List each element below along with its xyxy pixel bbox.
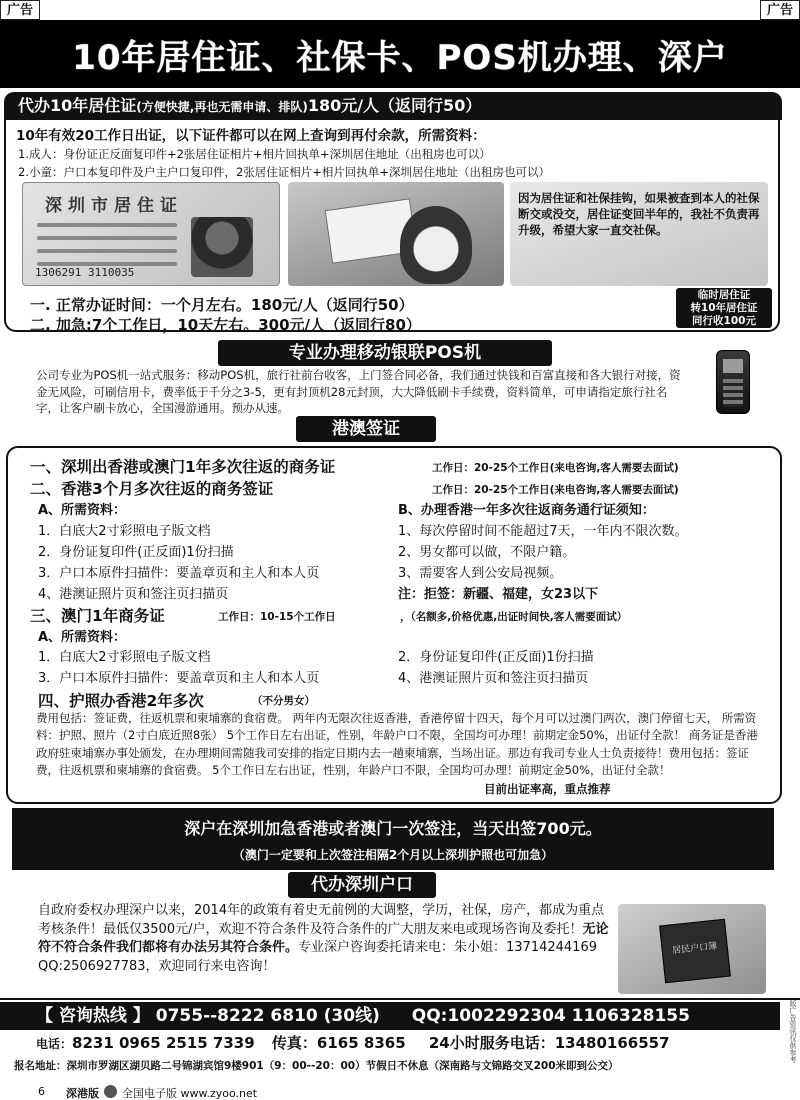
visa-a2-item-4: 4、港澳证照片页和签注页扫描页 <box>398 671 589 686</box>
ad-tag-right: 广告 <box>760 0 800 20</box>
residence-requirements-intro: 10年有效20工作日出证，以下证件都可以在网上查询到再付余款，所需资料： <box>16 128 486 144</box>
pos-banner: 专业办理移动银联POS机 <box>218 340 552 366</box>
residence-permit-title: 代办10年居住证(方便快捷,再也无需申请、排队)180元/人（返同行50） <box>4 92 782 120</box>
registration-address: 报名地址：深圳市罗湖区湖贝路二号锦湖宾馆9楼901（9：00--20：00）节假日不休息（深南路与文锦路交叉200米即到公交） <box>14 1060 619 1072</box>
urgent-endorsement-text: 深户在深圳加急香港或者澳门一次签注，当天出签700元。 <box>184 819 602 838</box>
social-security-note: 因为居住证和社保挂钩，如果被查到本人的社保断交或没交，居住证变回半年的，我社不负责再升级，希望大家一直交社保。 <box>518 191 760 237</box>
child-requirements: 2.小童：户口本复印件及户主户口复印件，2张居住证相片+相片回执单+深圳居住地址（出租房也可以） <box>18 165 551 179</box>
visa-s2-note: 工作日：20-25个工作日(来电咨询,客人需要去面试) <box>432 484 679 496</box>
visa-recommend: 目前出证率高，重点推荐 <box>484 782 611 796</box>
visa-a-item-1: 1．白底大2寸彩照电子版文档 <box>38 524 211 539</box>
hotline-number: 【 咨询热线 】 0755--8222 6810 (30线) <box>36 1006 380 1026</box>
household-register-photo <box>618 904 766 994</box>
visa-a-item-4: 4、港澳证照片页和签注页扫描页 <box>38 587 229 602</box>
tel-numbers: 8231 0965 2515 7339 <box>72 1034 255 1052</box>
visa-b-title: B、办理香港一年多次往返商务通行证须知： <box>398 503 655 518</box>
visa-a-item-3: 3．户口本原件扫描件：要盖章页和主人和本人页 <box>38 566 320 581</box>
page-number: 6 <box>38 1085 45 1098</box>
card-portrait <box>191 217 253 277</box>
page-footer <box>0 1084 800 1100</box>
contact-footer <box>0 998 800 1084</box>
visa-a2-title: A、所需资料： <box>38 630 127 645</box>
visa-s2-title: 二、香港3个月多次往返的商务签证 <box>30 480 274 498</box>
visa-a2-item-1: 1．白底大2寸彩照电子版文档 <box>38 650 211 665</box>
hotline-bar <box>0 1002 780 1030</box>
visa-s1-note: 工作日：20-25个工作日(来电咨询,客人需要去面试) <box>432 462 679 474</box>
pos-description: 公司专业为POS机一站式服务：移动POS机，旅行社前台收客，上门签合同必备，我们通过快钱和百富直接和各大银行对接，资金无风险，可刷信用卡，费率低于千分之3-5，更有封顶机28元封顶，大大降低刷卡手续费，资料简单，可申请指定旅行社名字，让客户刷卡放心，全国漫游通用。预办从速。 <box>36 368 681 415</box>
temporary-permit-stamp: 临时居住证 转10年居住证 同行收100元 <box>676 288 772 328</box>
visa-a-title: A、所需资料： <box>38 503 127 518</box>
visa-s1-title: 一、深圳出香港或澳门1年多次往返的商务证 <box>30 458 336 476</box>
side-disclaimer: 版广告资讯仅供参考 <box>789 1000 797 1063</box>
visa-a2-item-3: 3．户口本原件扫描件：要盖章页和主人和本人页 <box>38 671 320 686</box>
site-link[interactable]: 全国电子版 www.zyoo.net <box>122 1087 258 1100</box>
edition-name: 深港版 <box>66 1087 99 1100</box>
visa-s3-note-1: 工作日：10-15个工作日 <box>218 611 336 623</box>
shenhu-urgent-endorsement-bar <box>12 808 774 870</box>
passport-visa-details: 费用包括：签证费，往返机票和柬埔寨的食宿费。 两年内无限次往返香港，香港停留十四天，每个月可以过澳门两次，澳门停留七天， 所需资料：护照、照片（2寸白底近照8张） 5个工作日左右出证，性别，年龄户口不限，全国均可办理！前期定金50%，出证付全款！ 商务证是香港政府驻柬埔寨办事处颁发，在办理期间需随我司安排的指定日期内去一趟柬埔寨，当场出证。那边有我司专业人士负责接待！费用包括：签证费，往返机票和柬埔寨的食宿费。 5个工作日左右出证，性别，年龄户口不限，全国均可办理！前期定金50%，出证付全款！ <box>36 711 758 777</box>
visa-s4-title: 四、护照办香港2年多次 <box>38 692 204 710</box>
qq-numbers: QQ:1002292304 1106328155 <box>411 1006 690 1026</box>
visa-b-item-3: 3、需要客人到公安局视频。 <box>398 566 563 581</box>
hukou-banner: 代办深圳户口 <box>288 872 436 898</box>
visa-a-item-2: 2．身份证复印件(正反面)1份扫描 <box>38 545 234 560</box>
urgent-endorsement-note: （澳门一定要和上次签注相隔2个月以上深圳护照也可加急） <box>232 848 554 862</box>
adult-requirements: 1.成人：身份证正反面复印件+2张居住证相片+相片回执单+深圳居住地址（出租房也可以） <box>18 147 491 161</box>
pos-terminal-icon <box>716 350 750 414</box>
fax-number: 传真：6165 8365 <box>271 1034 406 1052</box>
visa-b-item-4: 注：拒签：新疆、福建，女23以下 <box>398 587 599 602</box>
urgent-processing-fee: 二. 加急:7个工作日，10天左右。300元/人（返同行80） <box>30 316 421 334</box>
phone-line: 电话：8231 0965 2515 7339 传真：6165 8365 24小时服务电话：13480166557 <box>36 1034 670 1052</box>
ad-tag-left: 广告 <box>0 0 40 20</box>
woman-holding-card-photo <box>288 182 504 286</box>
card-title: 深圳市居住证 <box>45 196 183 216</box>
woman-face <box>400 206 472 284</box>
visa-s3-note-2: ，（名额多,价格优惠,出证时间快,客人需要面试） <box>400 611 628 623</box>
edition-logo-icon <box>104 1085 117 1098</box>
hukou-description: 自政府委权办理深户以来，2014年的政策有着史无前例的大调整，学历，社保，房产，都成为重点考核条件！最低仅3500元/户，欢迎不符合条件及符合条件的广大朋友来电或现场咨询及委托！无论符不符合条件我们都将有办法另其符合条件。专业深户咨询委托请来电：朱小姐：13714244169 QQ:2506927783，欢迎同行来电咨询！ <box>38 903 609 974</box>
visa-banner: 港澳签证 <box>296 416 436 442</box>
visa-b-item-2: 2、男女都可以做，不限户籍。 <box>398 545 576 560</box>
residence-card-photo <box>22 182 280 286</box>
normal-processing-fee: 一. 正常办证时间：一个月左右。180元/人（返同行50） <box>30 296 414 314</box>
visa-s3-title: 三、澳门1年商务证 <box>30 607 165 625</box>
visa-s4-note: （不分男女） <box>252 695 315 707</box>
social-security-note-photo <box>510 182 768 286</box>
service-number: 24小时服务电话：13480166557 <box>428 1034 670 1052</box>
visa-a2-item-2: 2．身份证复印件(正反面)1份扫描 <box>398 650 594 665</box>
visa-b-item-1: 1、每次停留时间不能超过7天，一年内不限次数。 <box>398 524 688 539</box>
household-register-book: 居民户口簿 <box>659 919 731 984</box>
page-headline: 10年居住证、社保卡、POS机办理、深户 <box>0 20 800 88</box>
card-number: 1306291 3110035 <box>35 266 135 279</box>
